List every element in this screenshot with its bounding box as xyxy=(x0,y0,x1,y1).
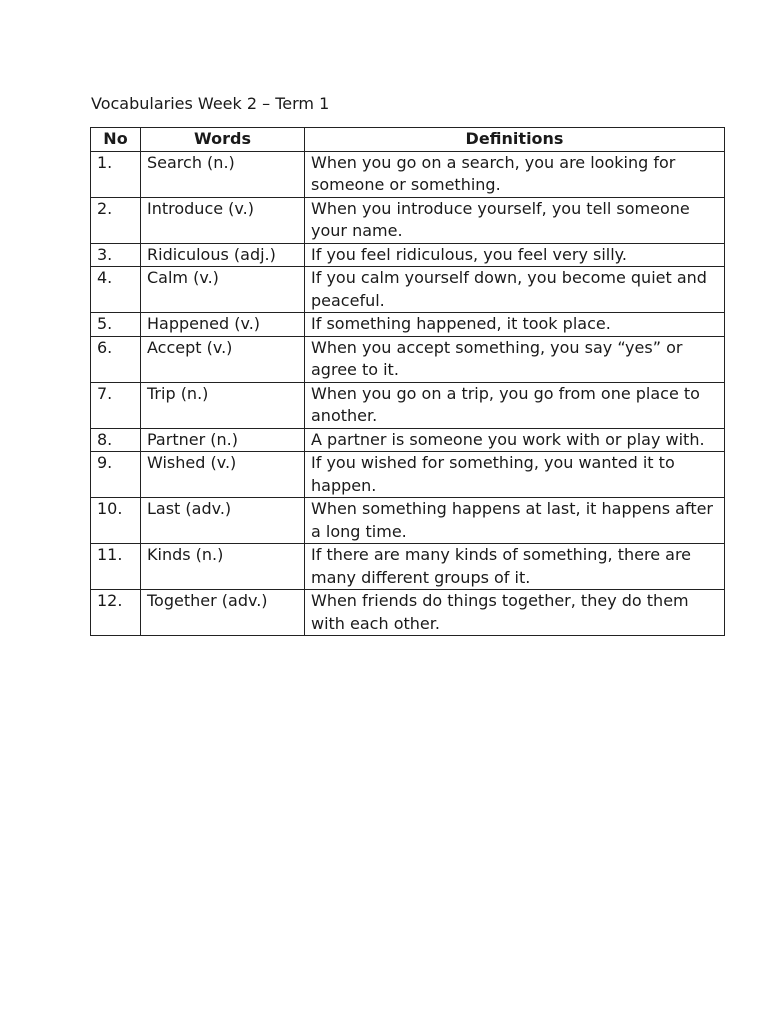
row-word: Calm (v.) xyxy=(141,267,305,313)
row-word: Ridiculous (adj.) xyxy=(141,243,305,267)
row-definition: A partner is someone you work with or play with. xyxy=(305,428,725,452)
row-definition: If you wished for something, you wanted it to happen. xyxy=(305,452,725,498)
table-row xyxy=(91,313,725,337)
row-word: Partner (n.) xyxy=(141,428,305,452)
row-number: 8. xyxy=(91,428,141,452)
row-word: Last (adv.) xyxy=(141,498,305,544)
header-no: No xyxy=(91,128,141,152)
table-row xyxy=(91,243,725,267)
row-number: 1. xyxy=(91,151,141,197)
row-word: Accept (v.) xyxy=(141,336,305,382)
row-number: 3. xyxy=(91,243,141,267)
vocabulary-table xyxy=(90,127,725,636)
row-word: Together (adv.) xyxy=(141,590,305,636)
row-number: 9. xyxy=(91,452,141,498)
table-row xyxy=(91,151,725,197)
table-row xyxy=(91,382,725,428)
row-definition: If there are many kinds of something, there are many different groups of it. xyxy=(305,544,725,590)
row-number: 11. xyxy=(91,544,141,590)
table-row xyxy=(91,498,725,544)
row-word: Search (n.) xyxy=(141,151,305,197)
table-row xyxy=(91,267,725,313)
table-row xyxy=(91,336,725,382)
row-number: 5. xyxy=(91,313,141,337)
row-word: Introduce (v.) xyxy=(141,197,305,243)
table-row xyxy=(91,590,725,636)
table-row xyxy=(91,452,725,498)
page-title: Vocabularies Week 2 – Term 1 xyxy=(91,94,330,113)
table-header-row xyxy=(91,128,725,152)
row-definition: When you accept something, you say “yes” or agree to it. xyxy=(305,336,725,382)
row-definition: When you go on a search, you are looking for someone or something. xyxy=(305,151,725,197)
row-word: Wished (v.) xyxy=(141,452,305,498)
row-number: 6. xyxy=(91,336,141,382)
table-row xyxy=(91,428,725,452)
row-number: 7. xyxy=(91,382,141,428)
row-definition: When something happens at last, it happens after a long time. xyxy=(305,498,725,544)
row-number: 12. xyxy=(91,590,141,636)
row-number: 2. xyxy=(91,197,141,243)
row-word: Trip (n.) xyxy=(141,382,305,428)
row-word: Kinds (n.) xyxy=(141,544,305,590)
row-definition: If you calm yourself down, you become quiet and peaceful. xyxy=(305,267,725,313)
row-definition: When you introduce yourself, you tell someone your name. xyxy=(305,197,725,243)
row-number: 10. xyxy=(91,498,141,544)
table-row xyxy=(91,197,725,243)
row-number: 4. xyxy=(91,267,141,313)
table-row xyxy=(91,544,725,590)
row-word: Happened (v.) xyxy=(141,313,305,337)
row-definition: When you go on a trip, you go from one place to another. xyxy=(305,382,725,428)
row-definition: If you feel ridiculous, you feel very silly. xyxy=(305,243,725,267)
header-words: Words xyxy=(141,128,305,152)
row-definition: If something happened, it took place. xyxy=(305,313,725,337)
row-definition: When friends do things together, they do them with each other. xyxy=(305,590,725,636)
header-definitions: Definitions xyxy=(305,128,725,152)
